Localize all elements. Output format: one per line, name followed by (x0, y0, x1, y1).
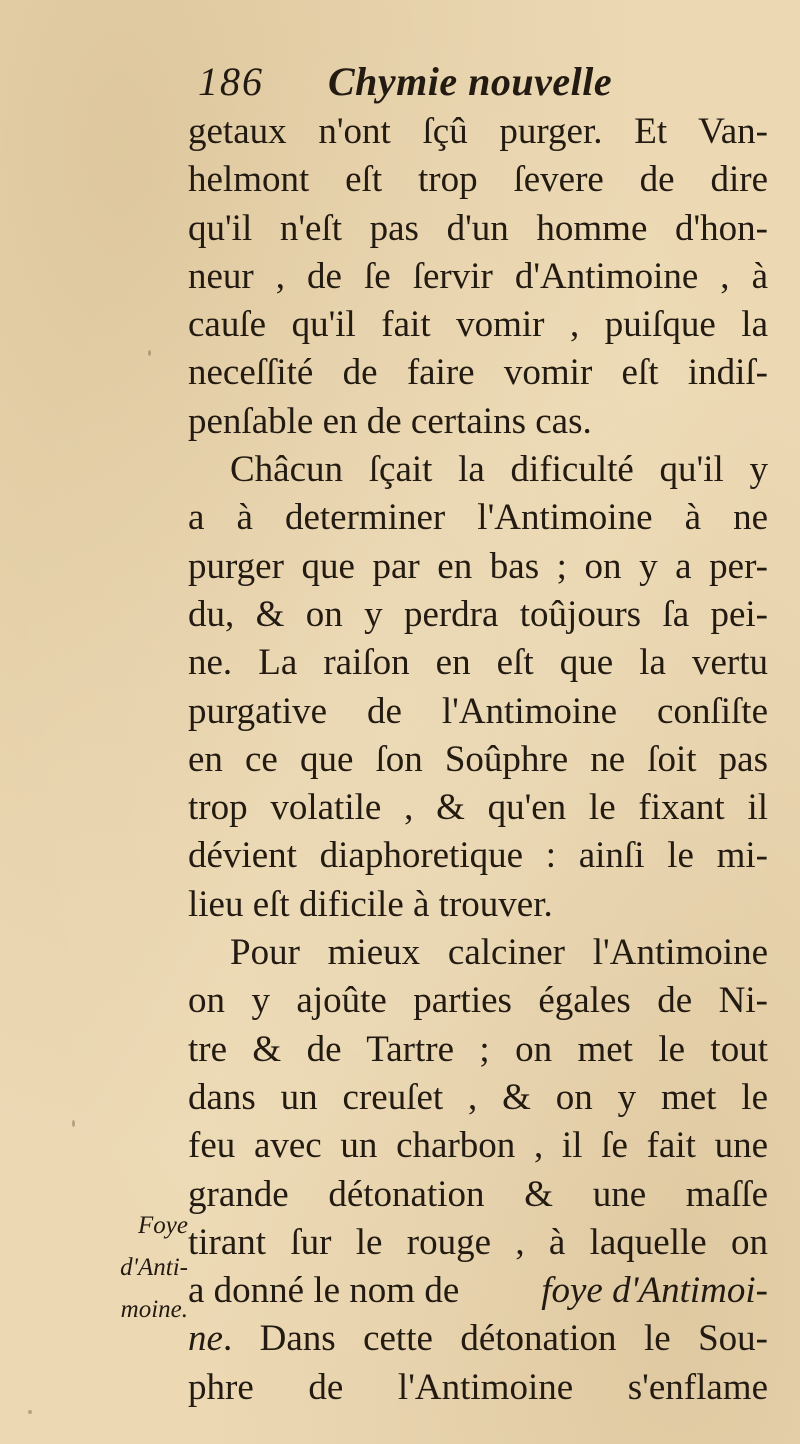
text-line (188, 1267, 768, 1315)
text-segment: . Dans cette détonation le Sou- (222, 1318, 768, 1360)
text-line: neceſſité de faire vomir eſt indiſ- (188, 352, 768, 394)
text-line: purger que par en bas ; on y a per- (188, 545, 768, 587)
text-line: trop volatile , & qu'en le fixant il (188, 787, 768, 829)
page-number: 186 (198, 59, 264, 104)
text-line: getaux n'ont ſçû purger. Et Van- (188, 111, 768, 152)
text-line: penſable en de certains cas. (188, 400, 592, 442)
margin-note-line: d'Anti- (120, 1254, 188, 1281)
text-line: purgative de l'Antimoine conſiſte (188, 690, 768, 732)
text-line: Pour mieux calciner l'Antimoine (230, 932, 768, 974)
text-line: cauſe qu'il fait vomir , puiſque la (188, 304, 768, 346)
ink-speck (72, 1120, 75, 1127)
text-line: Châcun ſçait la dificulté qu'il y (230, 449, 768, 491)
running-title: Chymie nouvelle (328, 59, 613, 104)
text-line: feu avec un charbon , il ſe fait une (188, 1125, 768, 1167)
italic-term: ne (188, 1318, 223, 1360)
text-line: helmont eſt trop ſevere de dire (188, 159, 768, 201)
margin-note (38, 1205, 188, 1331)
margin-note-line: Foye (138, 1212, 188, 1239)
text-segment: a donné le nom de (188, 1270, 460, 1312)
margin-note-line: moine. (120, 1296, 188, 1323)
text-line: ne. La raiſon en eſt que la vertu (188, 642, 768, 684)
text-line: dans un creuſet , & on y met le (188, 1076, 768, 1118)
italic-term: foye d'Antimoi- (541, 1270, 768, 1312)
text-line: du, & on y perdra toûjours ſa pei- (188, 593, 768, 635)
text-line: lieu eſt dificile à trouver. (188, 883, 553, 925)
text-line (188, 1315, 768, 1363)
text-line: qu'il n'eſt pas d'un homme d'hon- (188, 207, 768, 249)
text-line: tirant ſur le rouge , à laquelle on (188, 1221, 768, 1263)
ink-speck (28, 1410, 32, 1414)
ink-speck (148, 350, 151, 356)
text-line: en ce que ſon Soûphre ne ſoit pas (188, 738, 768, 780)
text-line: tre & de Tartre ; on met le tout (188, 1028, 768, 1070)
text-line: a à determiner l'Antimoine à ne (188, 497, 768, 539)
text-line: phre de l'Antimoine s'enflame (188, 1366, 768, 1408)
text-line: dévient diaphoretique : ainſi le mi- (188, 835, 768, 877)
body-text (188, 108, 768, 1412)
text-line: on y ajoûte parties égales de Ni- (188, 980, 768, 1022)
page-header (198, 58, 758, 108)
text-line: neur , de ſe ſervir d'Antimoine , à (188, 255, 768, 297)
text-line: grande détonation & une maſſe (188, 1173, 768, 1215)
